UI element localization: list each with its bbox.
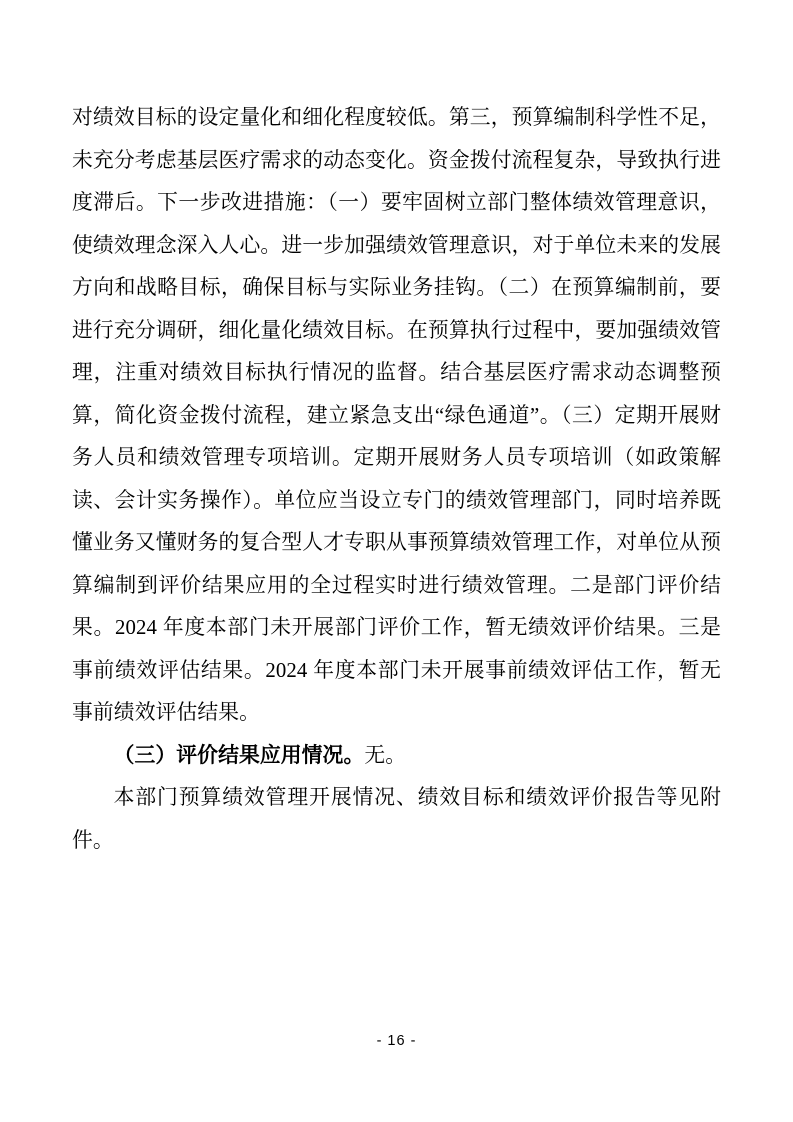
paragraph-performance-analysis: 对绩效目标的设定量化和细化程度较低。第三，预算编制科学性不足，未充分考虑基层医疗需求的动态变化。资金拨付流程复杂，导致执行进度滞后。下一步改进措施：（一）要牢固树立部门整体绩效管理意识，使绩效理念深入人心。进一步加强绩效管理意识，对于单位未来的发展方向和战略目标，确保目标与实际业务挂钩。（二）在预算编制前，要进行充分调研，细化量化绩效目标。在预算执行过程中，要加强绩效管理，注重对绩效目标执行情况的监督。结合基层医疗需求动态调整预算，简化资金拨付流程，建立紧急支出“绿色通道”。（三）定期开展财务人员和绩效管理专项培训。定期开展财务人员专项培训（如政策解读、会计实务操作）。单位应当设立专门的绩效管理部门，同时培养既懂业务又懂财务的复合型人才专职从事预算绩效管理工作，对单位从预算编制到评价结果应用的全过程实时进行绩效管理。二是部门评价结果。2024 年度本部门未开展部门评价工作，暂无绩效评价结果。三是事前绩效评估结果。2024 年度本部门未开展事前绩效评估工作，暂无事前绩效评估结果。 xyxy=(72,106,721,724)
page-number: - 16 - xyxy=(376,1033,417,1049)
paragraph-evaluation-results-application xyxy=(72,735,721,778)
section-heading-answer-text: 无。 xyxy=(364,743,407,767)
page-footer xyxy=(0,1033,793,1049)
body-text xyxy=(72,97,721,862)
paragraph-attachment-note: 本部门预算绩效管理开展情况、绩效目标和绩效评价报告等见附件。 xyxy=(72,786,721,852)
section-heading-evaluation-results-application: （三）评价结果应用情况。 xyxy=(113,743,365,767)
